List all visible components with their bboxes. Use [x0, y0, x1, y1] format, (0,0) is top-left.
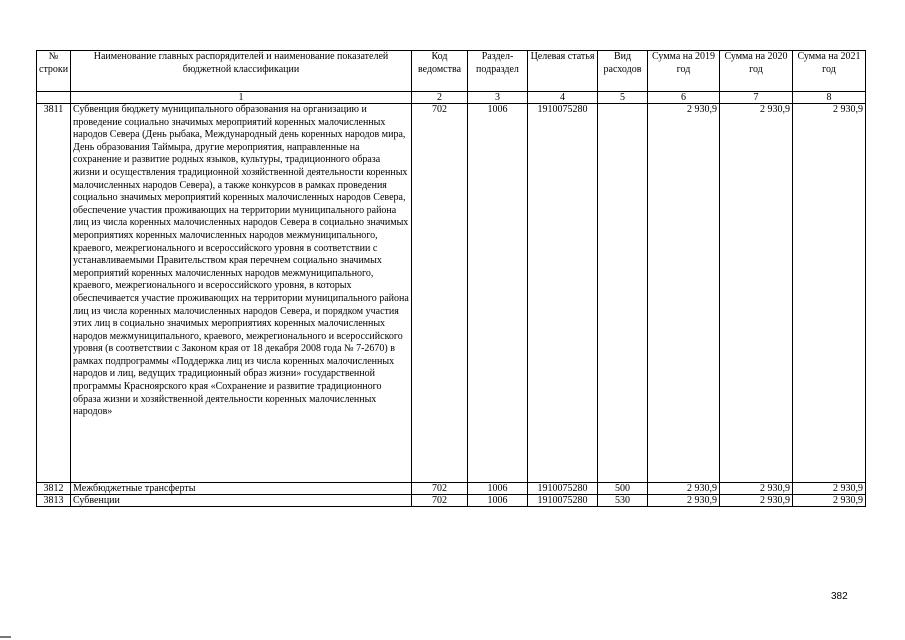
row-name: Субвенции [71, 495, 412, 507]
row-target: 1910075280 [528, 495, 598, 507]
column-number-row [37, 92, 866, 104]
header-sum-2021: Сумма на 2021 год [793, 51, 866, 92]
row-code: 702 [412, 104, 468, 483]
table-row [37, 104, 866, 483]
budget-table [36, 50, 866, 507]
row-section: 1006 [468, 495, 528, 507]
row-sum-2019: 2 930,9 [648, 483, 720, 495]
header-sum-2020: Сумма на 2020 год [720, 51, 793, 92]
column-number-5: 5 [598, 92, 648, 104]
header-section: Раздел-подраздел [468, 51, 528, 92]
row-expense-type: 500 [598, 483, 648, 495]
row-name: Субвенция бюджету муниципального образования на организацию и проведение социально значимых мероприятий коренных малочисленных народов Севера (День рыбака, Международный день коренных народов мира, День образования Таймыра, другие мероприятия, направленные на сохранение и развитие родных языков, культуры, традиционного образа жизни и осуществления традиционной хозяйственной деятельности коренных малочисленных народов Севера), а также конкурсов в рамках проведения социально значимых мероприятий коренных малочисленных народов Севера, обеспечение участия проживающих на территории муниципального района лиц из числа коренных малочисленных народов Севера в социально значимых мероприятиях коренных малочисленных народов межмуниципального, краевого, межрегионального и всероссийского уровня в соответствии с устанавливаемыми Правительством края перечнем социально значимых мероприятий коренных малочисленных народов межмуниципального, краевого, межрегионального и всероссийского уровня, в которых обеспечивается участие проживающих на территории муниципального района лиц из числа коренных малочисленных народов Севера, и порядком участия этих лиц в социально значимых мероприятиях коренных малочисленных народов межмуниципального, краевого, межрегионального и всероссийского уровня (в соответствии с Законом края от 18 декабря 2008 года № 7-2670) в рамках подпрограммы «Поддержка лиц из числа коренных малочисленных народов и лиц, ведущих традиционный образ жизни» государственной программы Красноярского края «Сохранение и развитие традиционного образа жизни и хозяйственной деятельности коренных малочисленных народов» [71, 104, 412, 483]
row-section: 1006 [468, 104, 528, 483]
header-name: Наименование главных распорядителей и наименование показателей бюджетной классификации [71, 51, 412, 92]
column-number-7: 7 [720, 92, 793, 104]
header-row [37, 51, 866, 92]
column-number-3: 3 [468, 92, 528, 104]
row-sum-2019: 2 930,9 [648, 104, 720, 483]
row-expense-type: 530 [598, 495, 648, 507]
table-row [37, 495, 866, 507]
row-sum-2020: 2 930,9 [720, 495, 793, 507]
row-code: 702 [412, 483, 468, 495]
column-number-1: 1 [71, 92, 412, 104]
row-name: Межбюджетные трансферты [71, 483, 412, 495]
row-target: 1910075280 [528, 483, 598, 495]
row-sum-2019: 2 930,9 [648, 495, 720, 507]
header-target: Целевая статья [528, 51, 598, 92]
row-expense-type [598, 104, 648, 483]
row-target: 1910075280 [528, 104, 598, 483]
column-number-6: 6 [648, 92, 720, 104]
table-row [37, 483, 866, 495]
header-code: Код ведомства [412, 51, 468, 92]
row-sum-2020: 2 930,9 [720, 104, 793, 483]
header-expense-type: Вид расходов [598, 51, 648, 92]
row-num: 3812 [37, 483, 71, 495]
page-number: 382 [831, 591, 848, 602]
row-sum-2021: 2 930,9 [793, 495, 866, 507]
column-number-blank [37, 92, 71, 104]
row-section: 1006 [468, 483, 528, 495]
row-code: 702 [412, 495, 468, 507]
row-sum-2021: 2 930,9 [793, 104, 866, 483]
row-sum-2020: 2 930,9 [720, 483, 793, 495]
column-number-8: 8 [793, 92, 866, 104]
row-sum-2021: 2 930,9 [793, 483, 866, 495]
row-num: 3811 [37, 104, 71, 483]
column-number-4: 4 [528, 92, 598, 104]
row-num: 3813 [37, 495, 71, 507]
header-num: № строки [37, 51, 71, 92]
column-number-2: 2 [412, 92, 468, 104]
scan-edge-mark [0, 636, 11, 638]
header-sum-2019: Сумма на 2019 год [648, 51, 720, 92]
